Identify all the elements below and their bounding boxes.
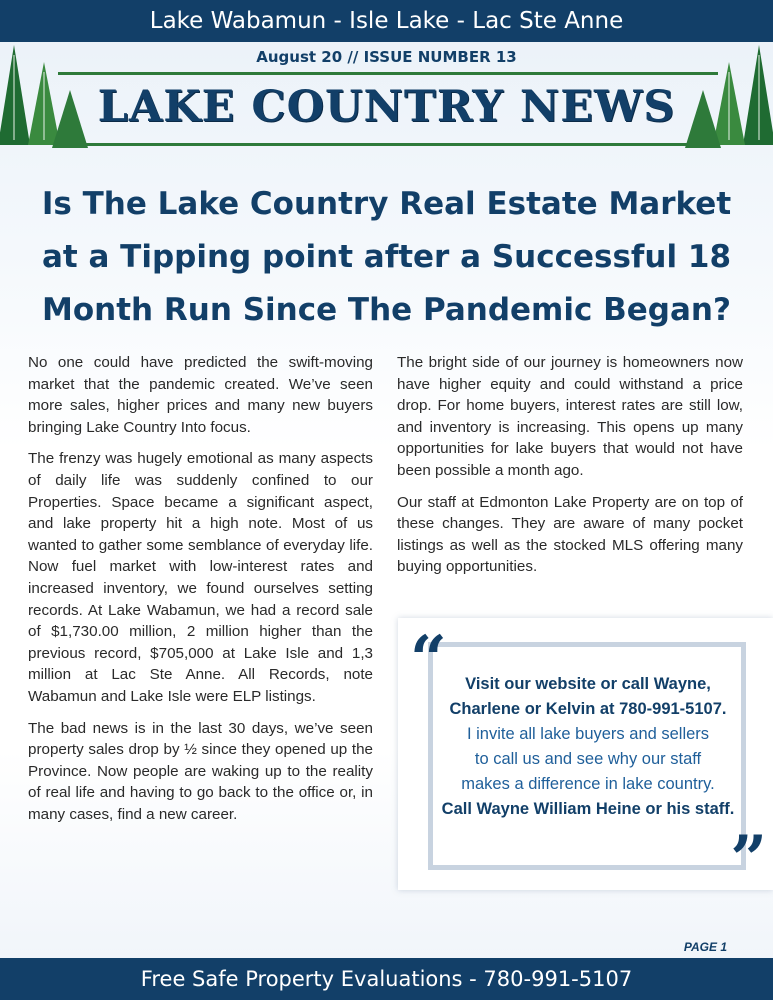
masthead-rule-top — [58, 72, 718, 75]
top-banner: Lake Wabamun - Isle Lake - Lac Ste Anne — [0, 0, 773, 42]
article-column-left — [28, 352, 373, 835]
paragraph: The frenzy was hugely emotional as many aspects of daily life was suddenly confined to our Properties. Space became a significant aspect, and lake property hit a high note. Most of us wanted to gather some semblance of everyday life. Now fuel market with low-interest rates and increased inventory, we found ourselves setting records. At Lake Wabamun, we had a record sale of $1,730.00 million, 2 million higher than the previous record, $705,000 at Lake Isle and 1,3 million at Lac Ste Anne. All Records, note Wabamun and Lake Isle were ELP listings. — [28, 450, 373, 705]
paragraph: The bright side of our journey is homeowners now have higher equity and could withstand a price drop. For home buyers, interest rates are still low, and inventory is increasing. This opens up many opportunities for lake buyers that would not have been possible a month ago. — [397, 354, 743, 479]
callout-lead: Charlene or Kelvin at 780-991-5107. — [449, 700, 727, 718]
issue-line: August 20 // ISSUE NUMBER 13 — [256, 48, 517, 66]
callout-body: I invite all lake buyers and sellers — [466, 725, 710, 743]
callout-body: makes a difference in lake country. — [461, 775, 715, 793]
callout-lead: Visit our website or call Wayne, — [465, 675, 711, 693]
article-column-right — [397, 352, 743, 588]
callout-panel — [398, 618, 773, 897]
paragraph: The bad news is in the last 30 days, we’ve seen property sales drop by ½ since they opened up the Province. Now people are waking up to the reality of real life and having to go back to the office or, in many cases, find a new career. — [28, 719, 373, 823]
masthead-title: LAKE COUNTRY NEWS — [97, 82, 676, 132]
headline-line: Is The Lake Country Real Estate Market — [41, 186, 732, 222]
page-number: PAGE 1 — [683, 940, 727, 954]
quote-open-icon: “ — [410, 622, 447, 697]
quote-close-icon: ” — [730, 822, 767, 897]
callout-text — [438, 672, 738, 822]
headline-line: Month Run Since The Pandemic Began? — [42, 292, 731, 328]
callout-body: to call us and see why our staff — [474, 750, 702, 768]
paragraph: No one could have predicted the swift-moving market that the pandemic created. We’ve seen more sales, higher prices and many new buyers bringing Lake Country Into focus. — [28, 354, 373, 436]
paragraph: Our staff at Edmonton Lake Property are on top of these changes. They are aware of many pocket listings as well as the stocked MLS offering many buying opportunities. — [397, 493, 743, 576]
masthead-rule-bottom — [78, 143, 698, 146]
footer-banner: Free Safe Property Evaluations - 780-991-5107 — [0, 958, 773, 1000]
headline-line: at a Tipping point after a Successful 18 — [41, 239, 732, 275]
article-headline — [20, 178, 753, 337]
callout-closing: Call Wayne William Heine or his staff. — [441, 800, 735, 818]
